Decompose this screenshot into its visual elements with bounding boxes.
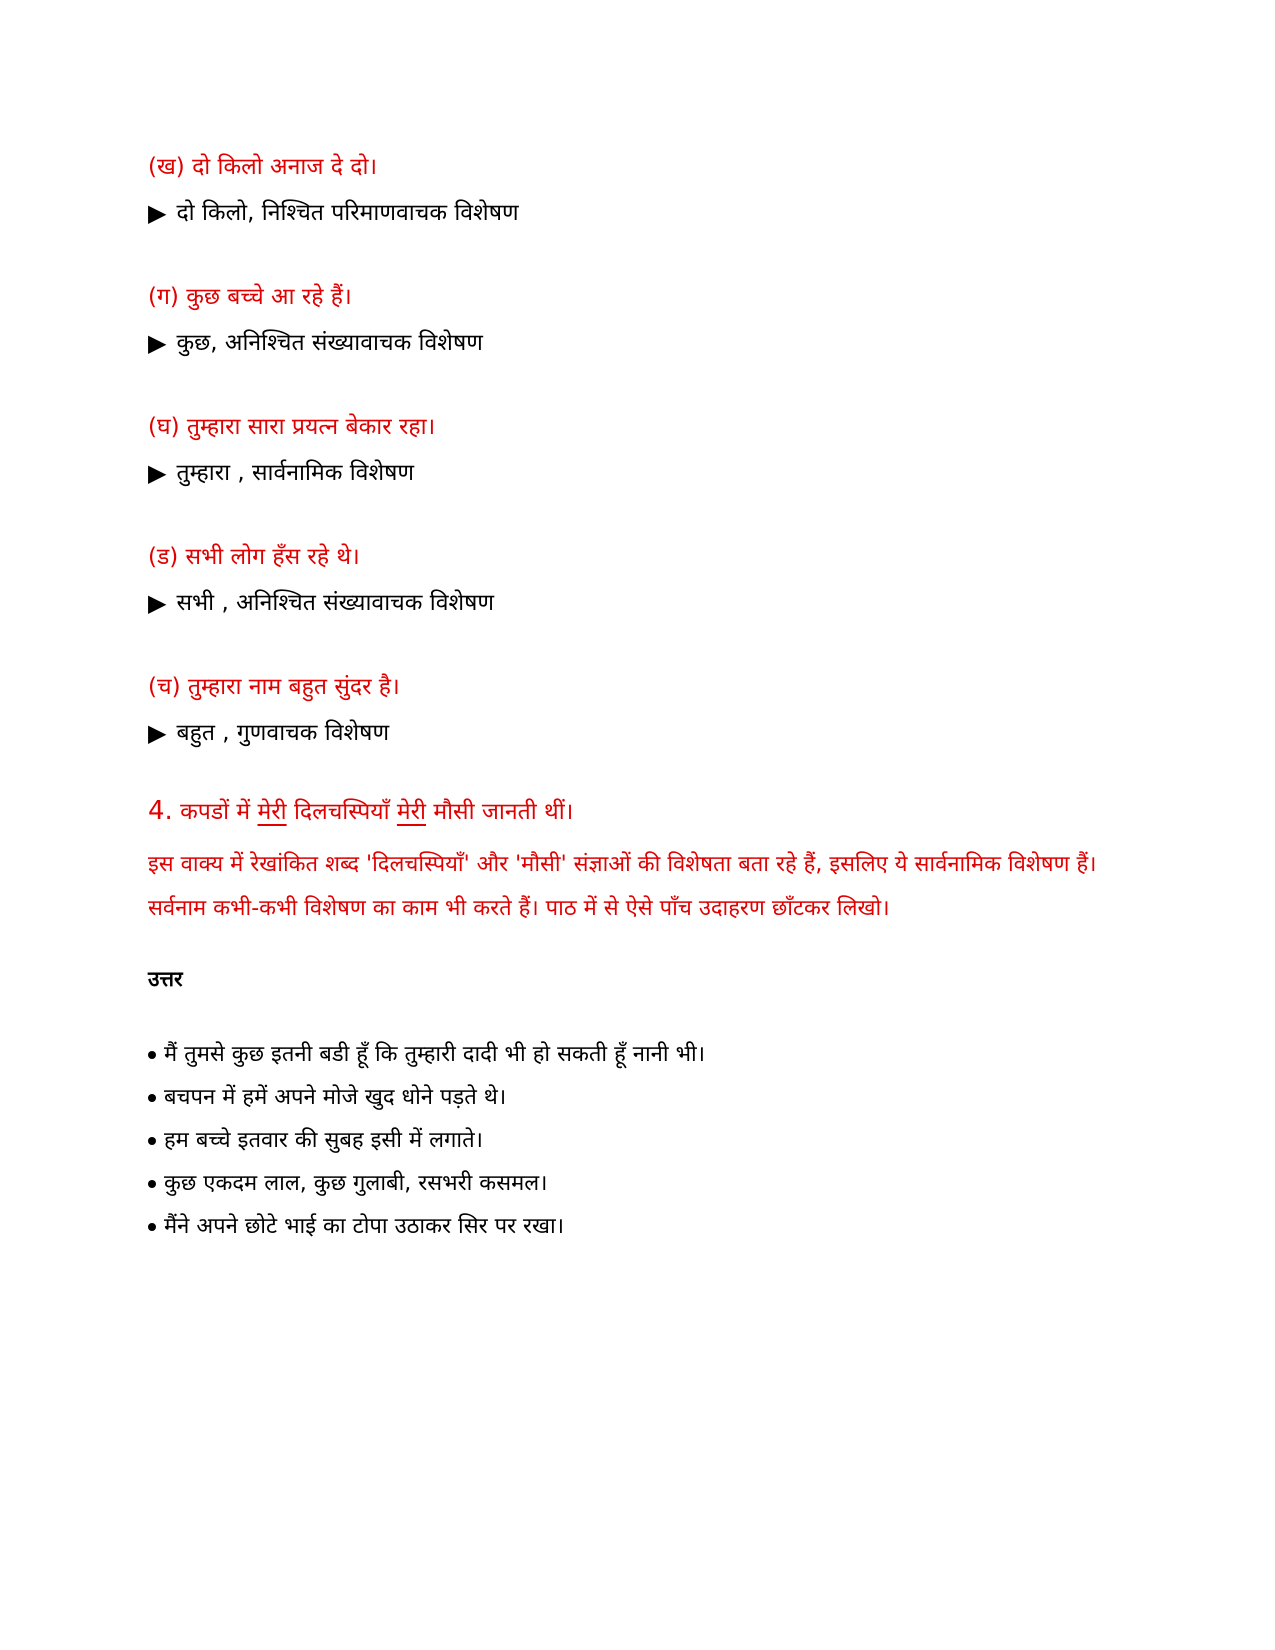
example-text: मैं तुमसे कुछ इतनी बडी हूँ कि तुम्हारी दादी भी हो सकती हूँ नानी भी।	[164, 1042, 706, 1067]
bullet-icon	[148, 1180, 156, 1188]
bullet-icon	[148, 1137, 156, 1145]
answer-text: सभी , अनिश्चित संख्यावाचक विशेषण	[176, 590, 495, 616]
answer-text: दो किलो, निश्चित परिमाणवाचक विशेषण	[176, 200, 519, 226]
example-list	[148, 1033, 1128, 1248]
answer-line	[148, 196, 1128, 230]
arrow-icon: ▶	[148, 199, 167, 227]
underlined-word: मेरी	[396, 799, 427, 825]
qa-item	[148, 150, 1128, 230]
question-4-title	[148, 794, 1128, 829]
q4-part: मौसी जानती थीं।	[433, 799, 574, 825]
question-text: (ग) कुछ बच्चे आ रहे हैं।	[148, 284, 352, 310]
answer-line	[148, 456, 1128, 490]
underlined-word: मेरी	[257, 799, 287, 825]
example-text: कुछ एकदम लाल, कुछ गुलाबी, रसभरी कसमल।	[164, 1171, 548, 1196]
answer-line	[148, 586, 1128, 620]
example-text: बचपन में हमें अपने मोजे खुद धोने पड़ते थे।	[164, 1085, 507, 1110]
qa-item	[148, 280, 1128, 360]
answer-text: कुछ, अनिश्चित संख्यावाचक विशेषण	[176, 330, 483, 356]
question-text: (च) तुम्हारा नाम बहुत सुंदर है।	[148, 674, 400, 700]
question-text: (ख) दो किलो अनाज दे दो।	[148, 154, 378, 180]
q4-part: दिलचस्पियाँ	[293, 799, 390, 825]
list-item	[148, 1033, 1128, 1076]
bullet-icon	[148, 1094, 156, 1102]
question-number: 4.	[148, 796, 173, 826]
list-item	[148, 1205, 1128, 1248]
arrow-icon: ▶	[148, 459, 167, 487]
document-page	[148, 150, 1128, 1248]
list-item	[148, 1119, 1128, 1162]
question-text: (घ) तुम्हारा सारा प्रयत्न बेकार रहा।	[148, 414, 436, 440]
example-text: हम बच्चे इतवार की सुबह इसी में लगाते।	[164, 1128, 484, 1153]
answer-line	[148, 716, 1128, 750]
answer-text: तुम्हारा , सार्वनामिक विशेषण	[176, 460, 415, 486]
arrow-icon: ▶	[148, 329, 167, 357]
example-text: मैंने अपने छोटे भाई का टोपा उठाकर सिर पर रखा।	[164, 1214, 565, 1239]
bullet-icon	[148, 1051, 156, 1059]
list-item	[148, 1076, 1128, 1119]
arrow-icon: ▶	[148, 719, 167, 747]
list-item	[148, 1162, 1128, 1205]
answer-heading: उत्तर	[148, 967, 183, 991]
q4-part: कपडों में	[180, 799, 251, 825]
answer-line	[148, 326, 1128, 360]
qa-item	[148, 410, 1128, 490]
arrow-icon: ▶	[148, 589, 167, 617]
answer-text: बहुत , गुणवाचक विशेषण	[176, 720, 390, 746]
qa-item	[148, 670, 1128, 750]
question-text: (ड) सभी लोग हँस रहे थे।	[148, 544, 360, 570]
question-4-body: इस वाक्य में रेखांकित शब्द 'दिलचस्पियाँ' और 'मौसी' संज्ञाओं की विशेषता बता रहे हैं, इसलिए ये सार्वनामिक विशेषण हैं। सर्वनाम कभी-कभी विशेषण का काम भी करते हैं। पाठ में से ऐसे पाँच उदाहरण छाँटकर लिखो।	[148, 852, 1097, 921]
bullet-icon	[148, 1223, 156, 1231]
qa-item	[148, 540, 1128, 620]
